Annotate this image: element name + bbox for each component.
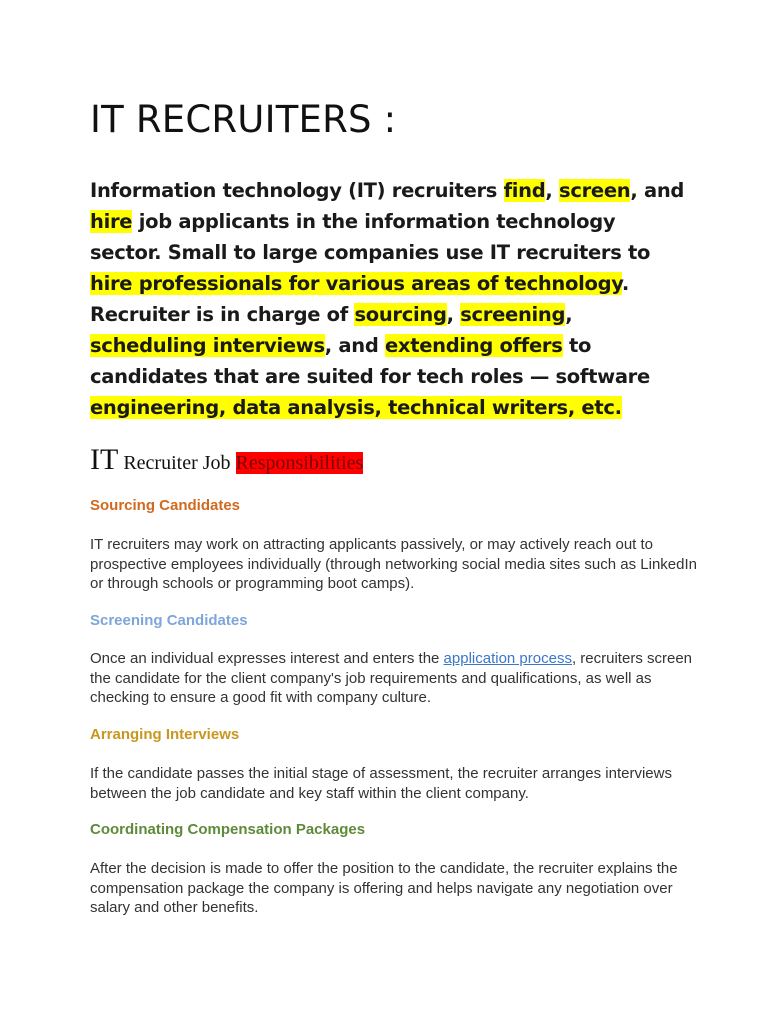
intro-paragraph: Information technology (IT) recruiters find, screen, and hire job applicants in the information technology sector. Small to large companies use IT recruiters to hire professionals for various areas of technology. Recruiter is in charge of sourcing, screening, scheduling interviews, and extending offers to candidates that are suited for tech roles — software engineering, data analysis, technical writers, etc.	[90, 179, 685, 419]
highlight-sourcing: sourcing	[354, 303, 447, 326]
section-text-sourcing: IT recruiters may work on attracting applicants passively, or may actively reach out to prospective employees individually (through networking social media sites such as LinkedIn or through schools or programming boot camps).	[90, 536, 697, 592]
responsibilities-highlight: Responsibilities	[235, 452, 364, 474]
section-heading-interviews: Arranging Interviews	[90, 726, 240, 743]
responsibilities-heading: IT Recruiter Job Responsibilities	[90, 443, 364, 476]
highlight-scheduling-interviews: scheduling interviews	[90, 334, 325, 357]
application-process-link[interactable]: application process	[443, 650, 572, 667]
highlight-screening: screening	[460, 303, 566, 326]
section-heading-screening: Screening Candidates	[90, 612, 248, 629]
page-title: IT RECRUITERS :	[90, 98, 397, 141]
highlight-screen: screen	[559, 179, 631, 202]
section-text-compensation: After the decision is made to offer the position to the candidate, the recruiter explains the compensation package the company is offering and helps navigate any negotiation over salary and other benefits.	[90, 860, 678, 916]
highlight-hire: hire	[90, 210, 133, 233]
highlight-extending-offers: extending offers	[384, 334, 563, 357]
highlight-engineering: engineering, data analysis, technical writers, etc.	[90, 396, 622, 419]
section-heading-compensation: Coordinating Compensation Packages	[90, 821, 366, 838]
highlight-find: find	[503, 179, 546, 202]
section-text-interviews: If the candidate passes the initial stage of assessment, the recruiter arranges interviews between the job candidate and key staff within the client company.	[90, 765, 672, 802]
section-text-screening: Once an individual expresses interest and enters the application process, recruiters screen the candidate for the client company's job requirements and qualifications, as well as checking to ensure a good fit with company culture.	[90, 650, 693, 706]
highlight-hire-professionals: hire professionals for various areas of technology	[90, 272, 622, 295]
section-heading-sourcing: Sourcing Candidates	[90, 497, 241, 514]
